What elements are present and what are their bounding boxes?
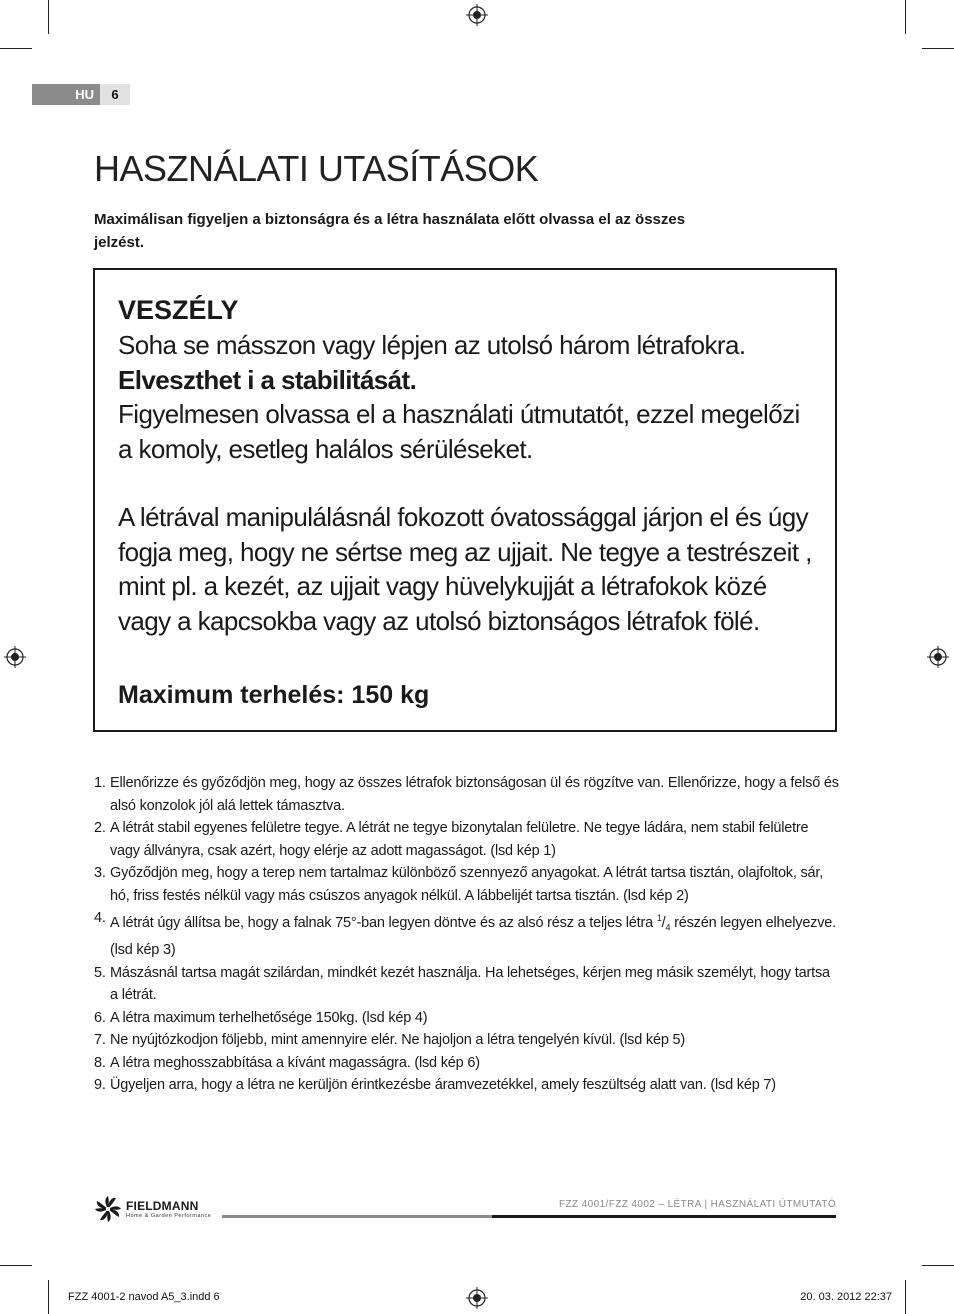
step-text: A létra maximum terhelhetősége 150kg. (lsd kép 4) [110, 1009, 428, 1026]
crop-mark [48, 1280, 49, 1314]
fraction-numerator: 1 [656, 913, 662, 923]
step-text: A létrát stabil egyenes felületre tegye. A létrát ne tegye bizonytalan felületre. Ne tegye ládára, nem stabil felületre vagy állványra, csak azért, hogy elérje az adott magasságot. (lsd kép 1) [110, 820, 809, 859]
fraction-denominator: 4 [665, 922, 671, 933]
crop-mark [905, 1280, 906, 1314]
step-number: 4. [94, 910, 106, 926]
registration-mark-icon [466, 4, 488, 26]
crop-mark [905, 0, 906, 34]
footer-caption: FZZ 4001/FZZ 4002 – LÉTRA | HASZNÁLATI ÚTMUTATÓ [558, 1199, 836, 1210]
brand-tagline: Home & Garden Performance [126, 1213, 212, 1219]
crop-mark [922, 48, 954, 49]
crop-mark [922, 1265, 954, 1266]
list-item [94, 962, 839, 1007]
list-item [94, 1074, 839, 1097]
crop-mark [0, 48, 32, 49]
step-number: 7. [94, 1032, 106, 1049]
danger-line-bold: Elveszthet i a stabilitását. [118, 364, 417, 395]
fan-logo-icon [94, 1195, 122, 1223]
danger-line: Figyelmesen olvassa el a használati útmutatót, ezzel megelőzi a komoly, esetleg halálos sérüléseket. [118, 399, 800, 464]
max-load: Maximum terhelés: 150 kg [118, 681, 430, 709]
step-number: 5. [94, 964, 106, 981]
crop-mark [0, 1265, 32, 1266]
list-item [94, 907, 839, 962]
intro-warning: Maximálisan figyeljen a biztonságra és a létra használata előtt olvassa el az összes jelzést. [94, 211, 686, 251]
step-number: 8. [94, 1054, 106, 1071]
list-item [94, 817, 839, 862]
step-text: Ne nyújtózkodjon följebb, mint amennyire elér. Ne hajoljon a létra tengelyén kívül. (lsd kép 5) [110, 1032, 686, 1049]
instruction-list [94, 772, 839, 1097]
registration-mark-icon [4, 646, 26, 668]
brand-logo [94, 1195, 211, 1223]
list-item [94, 862, 839, 907]
danger-line: Soha se másszon vagy lépjen az utolsó három létrafokra. [118, 330, 746, 360]
step-number: 3. [94, 865, 106, 881]
list-item [94, 1052, 839, 1075]
language-code: HU [32, 84, 100, 105]
registration-mark-icon [927, 646, 949, 668]
step-text-part: részén legyen elhelyezve. (lsd kép 3) [110, 914, 836, 959]
print-slug-file: FZZ 4001-2 navod A5_3.indd 6 [68, 1291, 220, 1303]
step-text: Ellenőrizze és győződjön meg, hogy az összes létrafok biztonságosan ül és rögzítve van. Ellenőrizze, hogy a felső és alsó konzolok jól alá lettek támasztva. [110, 775, 839, 814]
step-text: A létrát úgy állítsa be, hogy a falnak 75°-ban legyen döntve és az alsó rész a teljes létra $^1/_4$ részén legyen elhelyezve. (lsd kép 3) [110, 913, 836, 959]
danger-box [93, 268, 837, 732]
footer-rule [222, 1215, 492, 1218]
page-header-tab [32, 84, 130, 105]
step-number: 6. [94, 1009, 106, 1026]
step-number: 2. [94, 820, 106, 836]
page-number: 6 [100, 84, 130, 105]
step-text: Ügyeljen arra, hogy a létra ne kerüljön érintkezésbe áramvezetékkel, amely feszültség alatt van. (lsd kép 7) [110, 1077, 776, 1094]
step-text: A létra meghosszabbítása a kívánt magasságra. (lsd kép 6) [110, 1054, 480, 1071]
crop-mark [48, 0, 49, 34]
footer-rule [492, 1215, 836, 1218]
list-item [94, 772, 839, 817]
print-slug-date: 20. 03. 2012 22:37 [800, 1291, 892, 1303]
danger-title: VESZÉLY [118, 295, 239, 325]
danger-paragraph: A létrával manipulálásnál fokozott óvatossággal járjon el és úgy fogja meg, hogy ne sértse meg az ujjait. Ne tegye a testrészeit , mint pl. a kezét, az ujjait vagy hüvelykujját a létrafokok közé vagy a kapcsokba vagy az utolsó biztonságos létrafok fölé. [118, 502, 812, 636]
list-item [94, 1007, 839, 1030]
brand-name: FIELDMANN [126, 1199, 199, 1213]
step-text: Mászásnál tartsa magát szilárdan, mindkét kezét használja. Ha lehetséges, kérjen meg másik személyt, hogy tartsa a létrát. [110, 964, 830, 1004]
step-text: Győződjön meg, hogy a terep nem tartalmaz különböző szennyező anyagokat. A létrát tartsa tisztán, olajfoltok, sár, hó, friss festés nélkül vagy más csúszos anyagok nélkül. A lábbelijét tartsa tisztán. (lsd kép 2) [110, 865, 824, 904]
registration-mark-icon [466, 1287, 488, 1309]
page-title: HASZNÁLATI UTASÍTÁSOK [94, 148, 539, 189]
step-number: 9. [94, 1077, 106, 1094]
step-text-part: A létrát úgy állítsa be, hogy a falnak 75°-ban legyen döntve és az alsó rész a teljes létra [110, 914, 653, 931]
step-number: 1. [94, 775, 106, 791]
list-item [94, 1029, 839, 1052]
